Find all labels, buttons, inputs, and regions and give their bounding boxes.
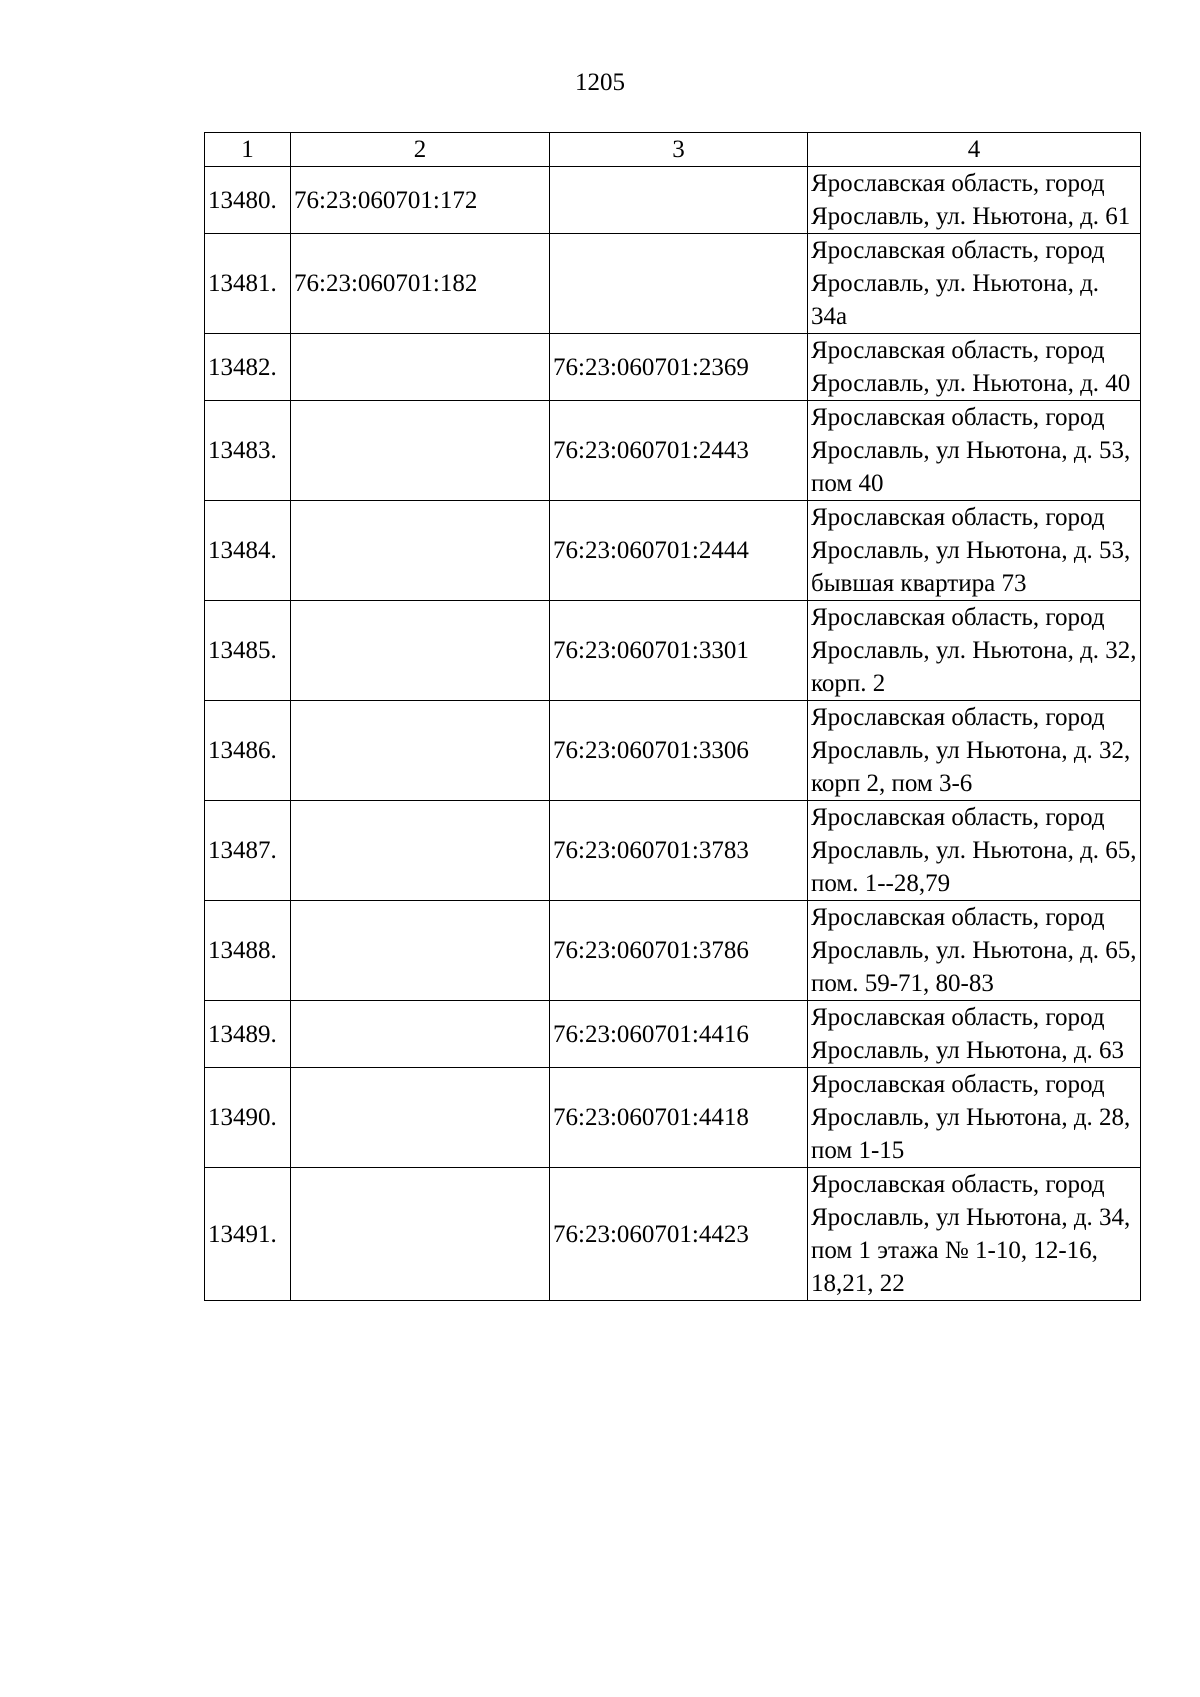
cadastral-number-col2 — [291, 601, 550, 701]
table-header — [205, 133, 1141, 167]
cadastral-number-col2 — [291, 801, 550, 901]
cadastral-number-col3 — [550, 167, 808, 234]
row-number: 13480. — [205, 167, 291, 234]
address: Ярославская область, город Ярославль, ул Ньютона, д. 53, пом 40 — [808, 401, 1141, 501]
address: Ярославская область, город Ярославль, ул Ньютона, д. 28, пом 1-15 — [808, 1068, 1141, 1168]
table-row — [205, 167, 1141, 234]
row-number: 13489. — [205, 1001, 291, 1068]
cadastral-number-col3: 76:23:060701:3786 — [550, 901, 808, 1001]
address: Ярославская область, город Ярославль, ул Ньютона, д. 34, пом 1 этажа № 1-10, 12-16, 18,21, 22 — [808, 1168, 1141, 1301]
row-number: 13490. — [205, 1068, 291, 1168]
column-header-3: 3 — [550, 133, 808, 167]
address: Ярославская область, город Ярославль, ул Ньютона, д. 53, бывшая квартира 73 — [808, 501, 1141, 601]
column-header-1: 1 — [205, 133, 291, 167]
header-row — [205, 133, 1141, 167]
row-number: 13482. — [205, 334, 291, 401]
table-row — [205, 601, 1141, 701]
cadastral-number-col2 — [291, 1168, 550, 1301]
row-number: 13487. — [205, 801, 291, 901]
table-row — [205, 701, 1141, 801]
cadastral-number-col3: 76:23:060701:2369 — [550, 334, 808, 401]
address: Ярославская область, город Ярославль, ул Ньютона, д. 32, корп 2, пом 3-6 — [808, 701, 1141, 801]
address: Ярославская область, город Ярославль, ул. Ньютона, д. 40 — [808, 334, 1141, 401]
row-number: 13485. — [205, 601, 291, 701]
column-header-2: 2 — [291, 133, 550, 167]
cadastral-number-col3: 76:23:060701:3306 — [550, 701, 808, 801]
row-number: 13486. — [205, 701, 291, 801]
table-row — [205, 901, 1141, 1001]
address: Ярославская область, город Ярославль, ул. Ньютона, д. 34а — [808, 234, 1141, 334]
table-body — [205, 167, 1141, 1301]
cadastral-number-col2 — [291, 701, 550, 801]
table-row — [205, 801, 1141, 901]
row-number: 13491. — [205, 1168, 291, 1301]
cadastral-number-col2 — [291, 901, 550, 1001]
row-number: 13488. — [205, 901, 291, 1001]
table-row — [205, 334, 1141, 401]
address: Ярославская область, город Ярославль, ул. Ньютона, д. 61 — [808, 167, 1141, 234]
cadastral-number-col2 — [291, 1068, 550, 1168]
row-number: 13483. — [205, 401, 291, 501]
cadastral-number-col3: 76:23:060701:3301 — [550, 601, 808, 701]
cadastral-number-col2 — [291, 501, 550, 601]
address: Ярославская область, город Ярославль, ул. Ньютона, д. 65, пом. 59-71, 80-83 — [808, 901, 1141, 1001]
cadastral-number-col2 — [291, 1001, 550, 1068]
row-number: 13484. — [205, 501, 291, 601]
table-row — [205, 401, 1141, 501]
registry-table — [204, 132, 1141, 1301]
cadastral-number-col2 — [291, 401, 550, 501]
table-row — [205, 501, 1141, 601]
cadastral-number-col3: 76:23:060701:2444 — [550, 501, 808, 601]
cadastral-number-col2: 76:23:060701:172 — [291, 167, 550, 234]
table-row — [205, 1168, 1141, 1301]
cadastral-number-col3: 76:23:060701:3783 — [550, 801, 808, 901]
page-number: 1205 — [575, 69, 625, 96]
cadastral-number-col3: 76:23:060701:4418 — [550, 1068, 808, 1168]
address: Ярославская область, город Ярославль, ул. Ньютона, д. 32, корп. 2 — [808, 601, 1141, 701]
column-header-4: 4 — [808, 133, 1141, 167]
cadastral-number-col3: 76:23:060701:2443 — [550, 401, 808, 501]
cadastral-number-col2: 76:23:060701:182 — [291, 234, 550, 334]
table-row — [205, 234, 1141, 334]
table-row — [205, 1068, 1141, 1168]
cadastral-number-col2 — [291, 334, 550, 401]
cadastral-number-col3 — [550, 234, 808, 334]
address: Ярославская область, город Ярославль, ул. Ньютона, д. 65, пом. 1--28,79 — [808, 801, 1141, 901]
row-number: 13481. — [205, 234, 291, 334]
table-row — [205, 1001, 1141, 1068]
cadastral-number-col3: 76:23:060701:4423 — [550, 1168, 808, 1301]
cadastral-number-col3: 76:23:060701:4416 — [550, 1001, 808, 1068]
address: Ярославская область, город Ярославль, ул Ньютона, д. 63 — [808, 1001, 1141, 1068]
